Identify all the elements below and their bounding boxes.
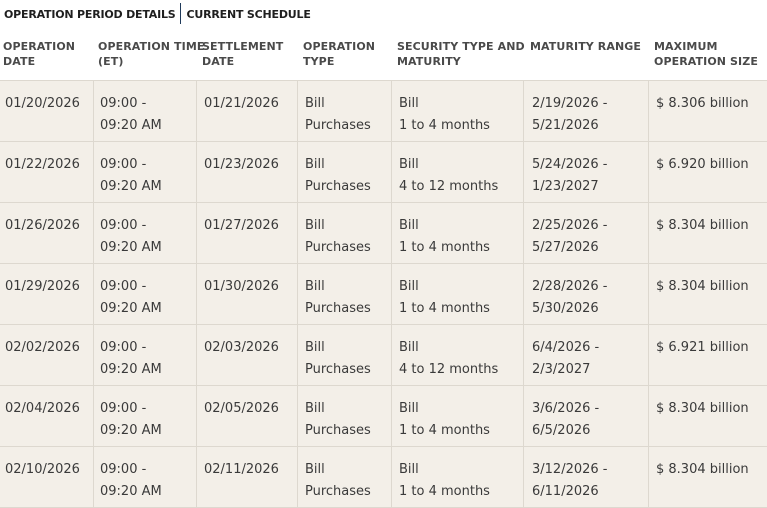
column-divider xyxy=(391,325,392,385)
cell-maturity-range-text: 2/19/2026 - xyxy=(532,96,608,111)
column-divider xyxy=(93,386,94,446)
cell-settlement-date-text: 02/05/2026 xyxy=(204,401,279,416)
cell-security-type-text: 1 to 4 months xyxy=(399,240,490,255)
column-divider xyxy=(391,447,392,507)
cell-security-type xyxy=(399,459,490,503)
cell-maturity-range xyxy=(532,398,599,442)
cell-operation-time-text: 09:20 AM xyxy=(100,423,162,438)
table-row xyxy=(0,325,767,386)
cell-operation-type xyxy=(305,398,371,442)
cell-settlement-date xyxy=(204,337,279,359)
cell-operation-type-text: Purchases xyxy=(305,118,371,133)
column-divider xyxy=(196,325,197,385)
cell-settlement-date xyxy=(204,276,279,298)
cell-operation-time-text: 09:20 AM xyxy=(100,179,162,194)
column-divider xyxy=(93,264,94,324)
cell-operation-type-text: Purchases xyxy=(305,423,371,438)
cell-settlement-date xyxy=(204,215,279,237)
cell-operation-date-text: 01/26/2026 xyxy=(5,218,80,233)
column-divider xyxy=(196,203,197,263)
cell-security-type xyxy=(399,215,490,259)
tab-operation-period-details[interactable]: OPERATION PERIOD DETAILS xyxy=(4,8,176,21)
cell-maturity-range-text: 1/23/2027 xyxy=(532,179,599,194)
column-header-maximum-operation-size[interactable]: MAXIMUM OPERATION SIZE xyxy=(654,40,758,68)
column-divider xyxy=(297,264,298,324)
cell-operation-time xyxy=(100,93,162,137)
table-body xyxy=(0,81,767,508)
column-divider xyxy=(523,447,524,507)
cell-security-type-text: Bill xyxy=(399,340,419,355)
cell-security-type-text: Bill xyxy=(399,401,419,416)
column-header-operation-type[interactable]: OPERATION TYPE xyxy=(303,40,376,68)
cell-operation-type xyxy=(305,215,371,259)
cell-settlement-date xyxy=(204,459,279,481)
cell-maturity-range-text: 6/5/2026 xyxy=(532,423,591,438)
cell-maximum-operation-size-text: $ 8.306 billion xyxy=(656,96,749,111)
cell-security-type xyxy=(399,398,490,442)
table-row xyxy=(0,447,767,508)
cell-operation-date-text: 02/04/2026 xyxy=(5,401,80,416)
cell-operation-time xyxy=(100,398,162,442)
cell-operation-date-text: 02/02/2026 xyxy=(5,340,80,355)
cell-maturity-range xyxy=(532,93,607,137)
cell-operation-type xyxy=(305,459,371,503)
cell-security-type-text: Bill xyxy=(399,96,419,111)
cell-security-type-text: 1 to 4 months xyxy=(399,484,490,499)
column-divider xyxy=(93,142,94,202)
column-divider xyxy=(391,264,392,324)
column-divider xyxy=(391,203,392,263)
cell-operation-date xyxy=(5,337,80,359)
cell-maximum-operation-size xyxy=(656,398,749,420)
table-row xyxy=(0,203,767,264)
cell-maturity-range xyxy=(532,276,607,320)
cell-security-type-text: 1 to 4 months xyxy=(399,301,490,316)
cell-security-type-text: Bill xyxy=(399,279,419,294)
cell-security-type xyxy=(399,276,490,320)
column-divider xyxy=(523,203,524,263)
cell-maturity-range xyxy=(532,215,607,259)
cell-operation-time-text: 09:20 AM xyxy=(100,118,162,133)
cell-security-type-text: Bill xyxy=(399,157,419,172)
column-divider xyxy=(93,325,94,385)
cell-maximum-operation-size-text: $ 8.304 billion xyxy=(656,218,749,233)
cell-security-type-text: Bill xyxy=(399,218,419,233)
cell-settlement-date-text: 01/27/2026 xyxy=(204,218,279,233)
cell-maturity-range-text: 6/11/2026 xyxy=(532,484,599,499)
cell-maturity-range xyxy=(532,337,599,381)
cell-operation-type-text: Bill xyxy=(305,96,325,111)
cell-security-type xyxy=(399,93,490,137)
cell-operation-time-text: 09:00 - xyxy=(100,157,147,172)
column-divider xyxy=(196,447,197,507)
cell-operation-date-text: 01/20/2026 xyxy=(5,96,80,111)
cell-operation-type xyxy=(305,154,371,198)
cell-maximum-operation-size xyxy=(656,459,749,481)
cell-maximum-operation-size-text: $ 6.920 billion xyxy=(656,157,749,172)
cell-maximum-operation-size-text: $ 8.304 billion xyxy=(656,279,749,294)
cell-operation-type-text: Bill xyxy=(305,462,325,477)
cell-operation-date xyxy=(5,276,80,298)
cell-operation-time xyxy=(100,459,162,503)
cell-security-type-text: 1 to 4 months xyxy=(399,118,490,133)
cell-operation-time-text: 09:20 AM xyxy=(100,301,162,316)
cell-operation-time xyxy=(100,276,162,320)
cell-settlement-date xyxy=(204,93,279,115)
column-divider xyxy=(297,203,298,263)
cell-maturity-range-text: 5/30/2026 xyxy=(532,301,599,316)
cell-security-type-text: 4 to 12 months xyxy=(399,179,499,194)
cell-operation-time-text: 09:00 - xyxy=(100,96,147,111)
cell-operation-time-text: 09:00 - xyxy=(100,401,147,416)
column-divider xyxy=(648,203,649,263)
cell-settlement-date-text: 01/30/2026 xyxy=(204,279,279,294)
cell-operation-date xyxy=(5,93,80,115)
cell-maturity-range-text: 2/25/2026 - xyxy=(532,218,608,233)
column-divider xyxy=(648,447,649,507)
column-header-maturity-range[interactable]: MATURITY RANGE xyxy=(530,40,642,53)
cell-settlement-date-text: 02/03/2026 xyxy=(204,340,279,355)
cell-operation-date xyxy=(5,215,80,237)
cell-operation-time xyxy=(100,215,162,259)
cell-maximum-operation-size xyxy=(656,276,749,298)
column-divider xyxy=(648,142,649,202)
cell-maximum-operation-size xyxy=(656,154,749,176)
schedule-table xyxy=(0,27,767,508)
cell-maturity-range xyxy=(532,154,607,198)
column-divider xyxy=(297,325,298,385)
cell-operation-type-text: Bill xyxy=(305,279,325,294)
cell-settlement-date-text: 02/11/2026 xyxy=(204,462,279,477)
cell-operation-time xyxy=(100,154,162,198)
column-header-operation-time[interactable]: OPERATION TIME (ET) xyxy=(98,40,205,68)
cell-security-type-text: Bill xyxy=(399,462,419,477)
cell-maximum-operation-size-text: $ 8.304 billion xyxy=(656,401,749,416)
cell-security-type xyxy=(399,337,498,381)
cell-settlement-date-text: 01/23/2026 xyxy=(204,157,279,172)
column-divider xyxy=(196,386,197,446)
table-row xyxy=(0,264,767,325)
column-divider xyxy=(648,264,649,324)
column-divider xyxy=(648,81,649,141)
cell-operation-type-text: Purchases xyxy=(305,362,371,377)
cell-operation-type-text: Purchases xyxy=(305,179,371,194)
cell-operation-time-text: 09:00 - xyxy=(100,340,147,355)
cell-maturity-range-text: 5/27/2026 xyxy=(532,240,599,255)
cell-operation-time-text: 09:00 - xyxy=(100,279,147,294)
column-divider xyxy=(523,325,524,385)
cell-operation-type xyxy=(305,93,371,137)
column-divider xyxy=(297,81,298,141)
column-divider xyxy=(93,81,94,141)
column-divider xyxy=(523,142,524,202)
tab-current-schedule[interactable]: CURRENT SCHEDULE xyxy=(183,0,315,27)
tab-divider xyxy=(180,3,181,24)
cell-operation-date xyxy=(5,398,80,420)
cell-operation-type-text: Purchases xyxy=(305,240,371,255)
column-divider xyxy=(297,142,298,202)
cell-maturity-range xyxy=(532,459,607,503)
column-header-operation-date[interactable]: OPERATION DATE xyxy=(3,40,76,68)
column-divider xyxy=(523,386,524,446)
cell-operation-type-text: Purchases xyxy=(305,484,371,499)
cell-settlement-date xyxy=(204,398,279,420)
cell-operation-type-text: Purchases xyxy=(305,301,371,316)
cell-operation-type-text: Bill xyxy=(305,401,325,416)
column-header-security-type[interactable]: SECURITY TYPE AND MATURITY xyxy=(397,40,525,68)
column-divider xyxy=(391,142,392,202)
cell-maturity-range-text: 3/6/2026 - xyxy=(532,401,600,416)
column-divider xyxy=(523,264,524,324)
column-divider xyxy=(391,81,392,141)
column-divider xyxy=(297,447,298,507)
cell-maturity-range-text: 2/28/2026 - xyxy=(532,279,608,294)
cell-maximum-operation-size xyxy=(656,93,749,115)
cell-operation-date xyxy=(5,154,80,176)
cell-operation-time-text: 09:20 AM xyxy=(100,484,162,499)
cell-security-type-text: 1 to 4 months xyxy=(399,423,490,438)
column-divider xyxy=(196,81,197,141)
column-divider xyxy=(196,264,197,324)
cell-maturity-range-text: 2/3/2027 xyxy=(532,362,591,377)
column-divider xyxy=(648,386,649,446)
cell-security-type-text: 4 to 12 months xyxy=(399,362,499,377)
cell-security-type xyxy=(399,154,498,198)
column-divider xyxy=(523,81,524,141)
column-divider xyxy=(93,203,94,263)
column-header-settlement-date[interactable]: SETTLEMENT DATE xyxy=(202,40,284,68)
cell-maximum-operation-size xyxy=(656,337,749,359)
cell-maturity-range-text: 5/24/2026 - xyxy=(532,157,608,172)
table-header xyxy=(0,27,767,81)
cell-maturity-range-text: 6/4/2026 - xyxy=(532,340,600,355)
cell-operation-type-text: Bill xyxy=(305,157,325,172)
cell-maturity-range-text: 3/12/2026 - xyxy=(532,462,608,477)
table-row xyxy=(0,81,767,142)
cell-operation-date-text: 02/10/2026 xyxy=(5,462,80,477)
cell-maximum-operation-size xyxy=(656,215,749,237)
table-row xyxy=(0,386,767,447)
column-divider xyxy=(391,386,392,446)
cell-operation-time-text: 09:00 - xyxy=(100,462,147,477)
cell-operation-type xyxy=(305,276,371,320)
cell-maximum-operation-size-text: $ 8.304 billion xyxy=(656,462,749,477)
cell-maturity-range-text: 5/21/2026 xyxy=(532,118,599,133)
cell-maximum-operation-size-text: $ 6.921 billion xyxy=(656,340,749,355)
cell-settlement-date-text: 01/21/2026 xyxy=(204,96,279,111)
cell-operation-time xyxy=(100,337,162,381)
cell-operation-type-text: Bill xyxy=(305,218,325,233)
column-divider xyxy=(297,386,298,446)
cell-operation-time-text: 09:00 - xyxy=(100,218,147,233)
cell-settlement-date xyxy=(204,154,279,176)
column-divider xyxy=(196,142,197,202)
cell-operation-date xyxy=(5,459,80,481)
column-divider xyxy=(648,325,649,385)
cell-operation-time-text: 09:20 AM xyxy=(100,240,162,255)
table-row xyxy=(0,142,767,203)
cell-operation-date-text: 01/29/2026 xyxy=(5,279,80,294)
cell-operation-type-text: Bill xyxy=(305,340,325,355)
cell-operation-date-text: 01/22/2026 xyxy=(5,157,80,172)
cell-operation-type xyxy=(305,337,371,381)
cell-operation-time-text: 09:20 AM xyxy=(100,362,162,377)
column-divider xyxy=(93,447,94,507)
tab-bar xyxy=(0,0,767,27)
